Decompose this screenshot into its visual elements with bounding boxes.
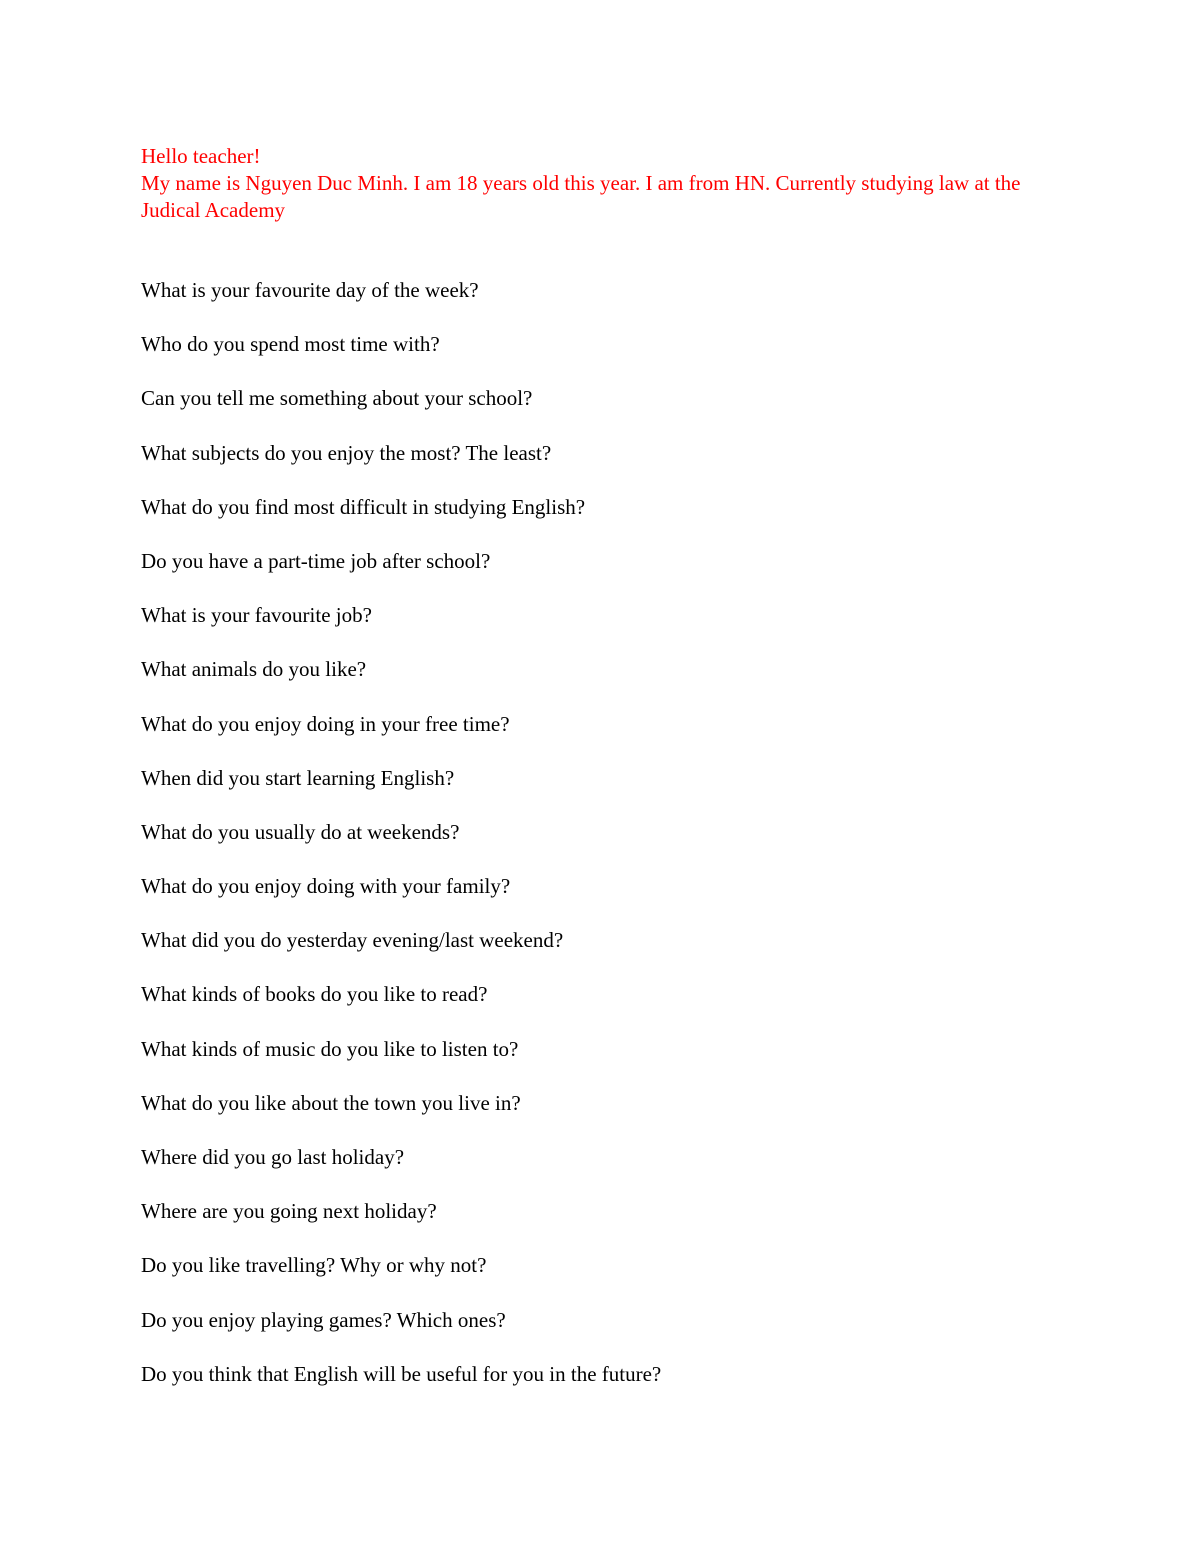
question-item: What do you usually do at weekends? xyxy=(141,819,460,844)
question-item: Do you like travelling? Why or why not? xyxy=(141,1253,487,1278)
question-item: What is your favourite day of the week? xyxy=(141,278,479,302)
question-item: Who do you spend most time with? xyxy=(141,332,440,357)
question-item: What do you find most difficult in studying English? xyxy=(141,494,586,519)
question-item: Do you think that English will be useful for you in the future? xyxy=(141,1361,662,1386)
question-list xyxy=(141,277,1071,1415)
question-item: What do you like about the town you live in? xyxy=(141,1090,521,1115)
question-item: What is your favourite job? xyxy=(141,603,372,628)
question-item: Where did you go last holiday? xyxy=(141,1145,405,1169)
question-item: What kinds of music do you like to listen to? xyxy=(141,1036,519,1061)
question-item: What kinds of books do you like to read? xyxy=(141,982,488,1007)
bio-text: My name is Nguyen Duc Minh. I am 18 years old this year. I am from HN. Currently studying law at the Judical Academy xyxy=(141,171,1021,222)
question-item: What animals do you like? xyxy=(141,657,367,682)
question-item: What did you do yesterday evening/last weekend? xyxy=(141,928,564,953)
intro-block xyxy=(141,143,1071,224)
question-item: Do you have a part-time job after school? xyxy=(141,548,491,573)
question-item: Can you tell me something about your school? xyxy=(141,386,533,411)
question-item: What do you enjoy doing with your family? xyxy=(141,874,511,899)
question-item: What do you enjoy doing in your free time? xyxy=(141,711,510,736)
question-item: What subjects do you enjoy the most? The least? xyxy=(141,440,552,465)
question-item: Do you enjoy playing games? Which ones? xyxy=(141,1307,506,1332)
question-item: When did you start learning English? xyxy=(141,765,455,790)
question-item: Where are you going next holiday? xyxy=(141,1199,437,1224)
greeting-text: Hello teacher! xyxy=(141,144,261,168)
